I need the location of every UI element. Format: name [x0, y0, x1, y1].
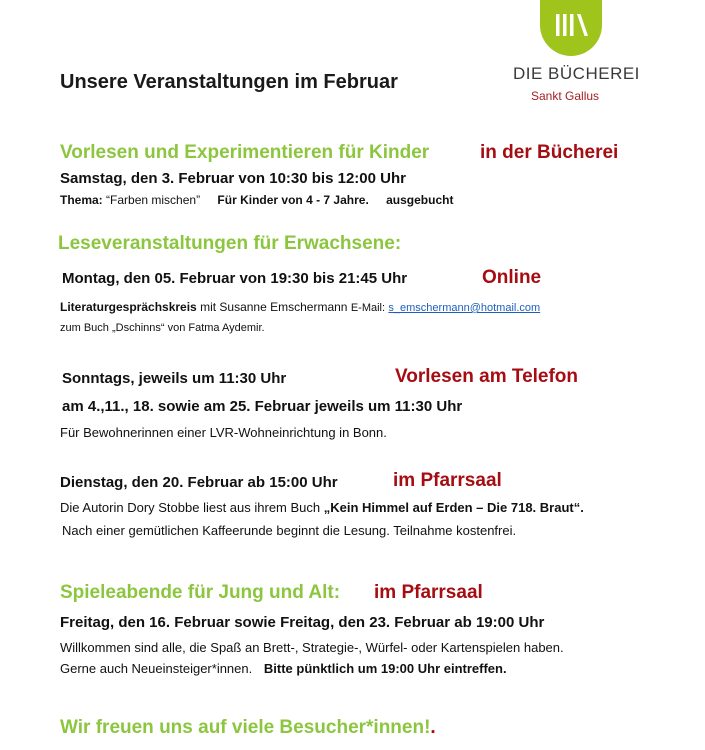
kinder-date: Samstag, den 3. Februar von 10:30 bis 12:00 Uhr	[60, 170, 406, 187]
footer-dot: .	[430, 717, 436, 738]
erwachsene-email-label: E-Mail:	[350, 302, 386, 314]
lesung-location: im Pfarrsaal	[393, 470, 502, 491]
spiele-date: Freitag, den 16. Februar sowie Freitag, den 23. Februar ab 19:00 Uhr	[60, 614, 545, 631]
email-link[interactable]: s_emschermann@hotmail.com	[388, 302, 541, 314]
telefon-date: Sonntags, jeweils um 11:30 Uhr	[62, 370, 287, 387]
spiele-newcomers: Gerne auch Neueinsteiger*innen.	[60, 661, 253, 676]
spiele-line2	[60, 661, 507, 676]
spiele-heading: Spieleabende für Jung und Alt:	[60, 582, 341, 603]
erwachsene-details	[60, 300, 540, 314]
logo-name: DIE BÜCHEREI	[513, 64, 640, 83]
lesung-date: Dienstag, den 20. Februar ab 15:00 Uhr	[60, 474, 338, 491]
erwachsene-date: Montag, den 05. Februar von 19:30 bis 21:45 Uhr	[62, 270, 408, 287]
lesung-intro: Die Autorin Dory Stobbe liest aus ihrem Buch	[60, 500, 321, 515]
spiele-punctual: Bitte pünktlich um 19:00 Uhr eintreffen.	[263, 661, 507, 676]
kinder-location: in der Bücherei	[480, 142, 619, 163]
lesung-line1	[60, 500, 584, 515]
erwachsene-circle: Literaturgesprächskreis	[60, 300, 197, 314]
lesung-line2: Nach einer gemütlichen Kaffeerunde beginnt die Lesung. Teilnahme kostenfrei.	[62, 523, 517, 538]
spiele-location: im Pfarrsaal	[374, 582, 483, 603]
telefon-info: Für Bewohnerinnen einer LVR-Wohneinrichtung in Bonn.	[60, 425, 387, 440]
erwachsene-heading: Leseveranstaltungen für Erwachsene:	[58, 233, 402, 254]
kinder-status: ausgebucht	[386, 193, 454, 207]
kinder-theme-value: “Farben mischen”	[106, 193, 201, 207]
page-title: Unsere Veranstaltungen im Februar	[60, 71, 398, 93]
kinder-theme-label: Thema:	[60, 193, 103, 207]
kinder-age: Für Kinder von 4 - 7 Jahre.	[217, 193, 369, 207]
kinder-heading: Vorlesen und Experimentieren für Kinder	[60, 142, 430, 163]
erwachsene-with: mit Susanne Emschermann	[200, 300, 348, 314]
spiele-line1: Willkommen sind alle, die Spaß an Brett-, Strategie-, Würfel- oder Kartenspielen haben.	[60, 640, 564, 655]
erwachsene-location: Online	[482, 267, 542, 288]
telefon-dates: am 4.,11., 18. sowie am 25. Februar jeweils um 11:30 Uhr	[62, 398, 463, 415]
footer-message	[60, 717, 436, 739]
telefon-location: Vorlesen am Telefon	[395, 366, 579, 387]
footer-text: Wir freuen uns auf viele Besucher*innen!	[60, 717, 431, 738]
erwachsene-book: zum Buch „Dschinns“ von Fatma Aydemir.	[60, 322, 265, 334]
kinder-details	[60, 193, 453, 207]
library-logo-icon	[540, 0, 602, 56]
logo-subtitle: Sankt Gallus	[531, 89, 600, 103]
lesung-book-title: „Kein Himmel auf Erden – Die 718. Braut“.	[323, 500, 584, 515]
